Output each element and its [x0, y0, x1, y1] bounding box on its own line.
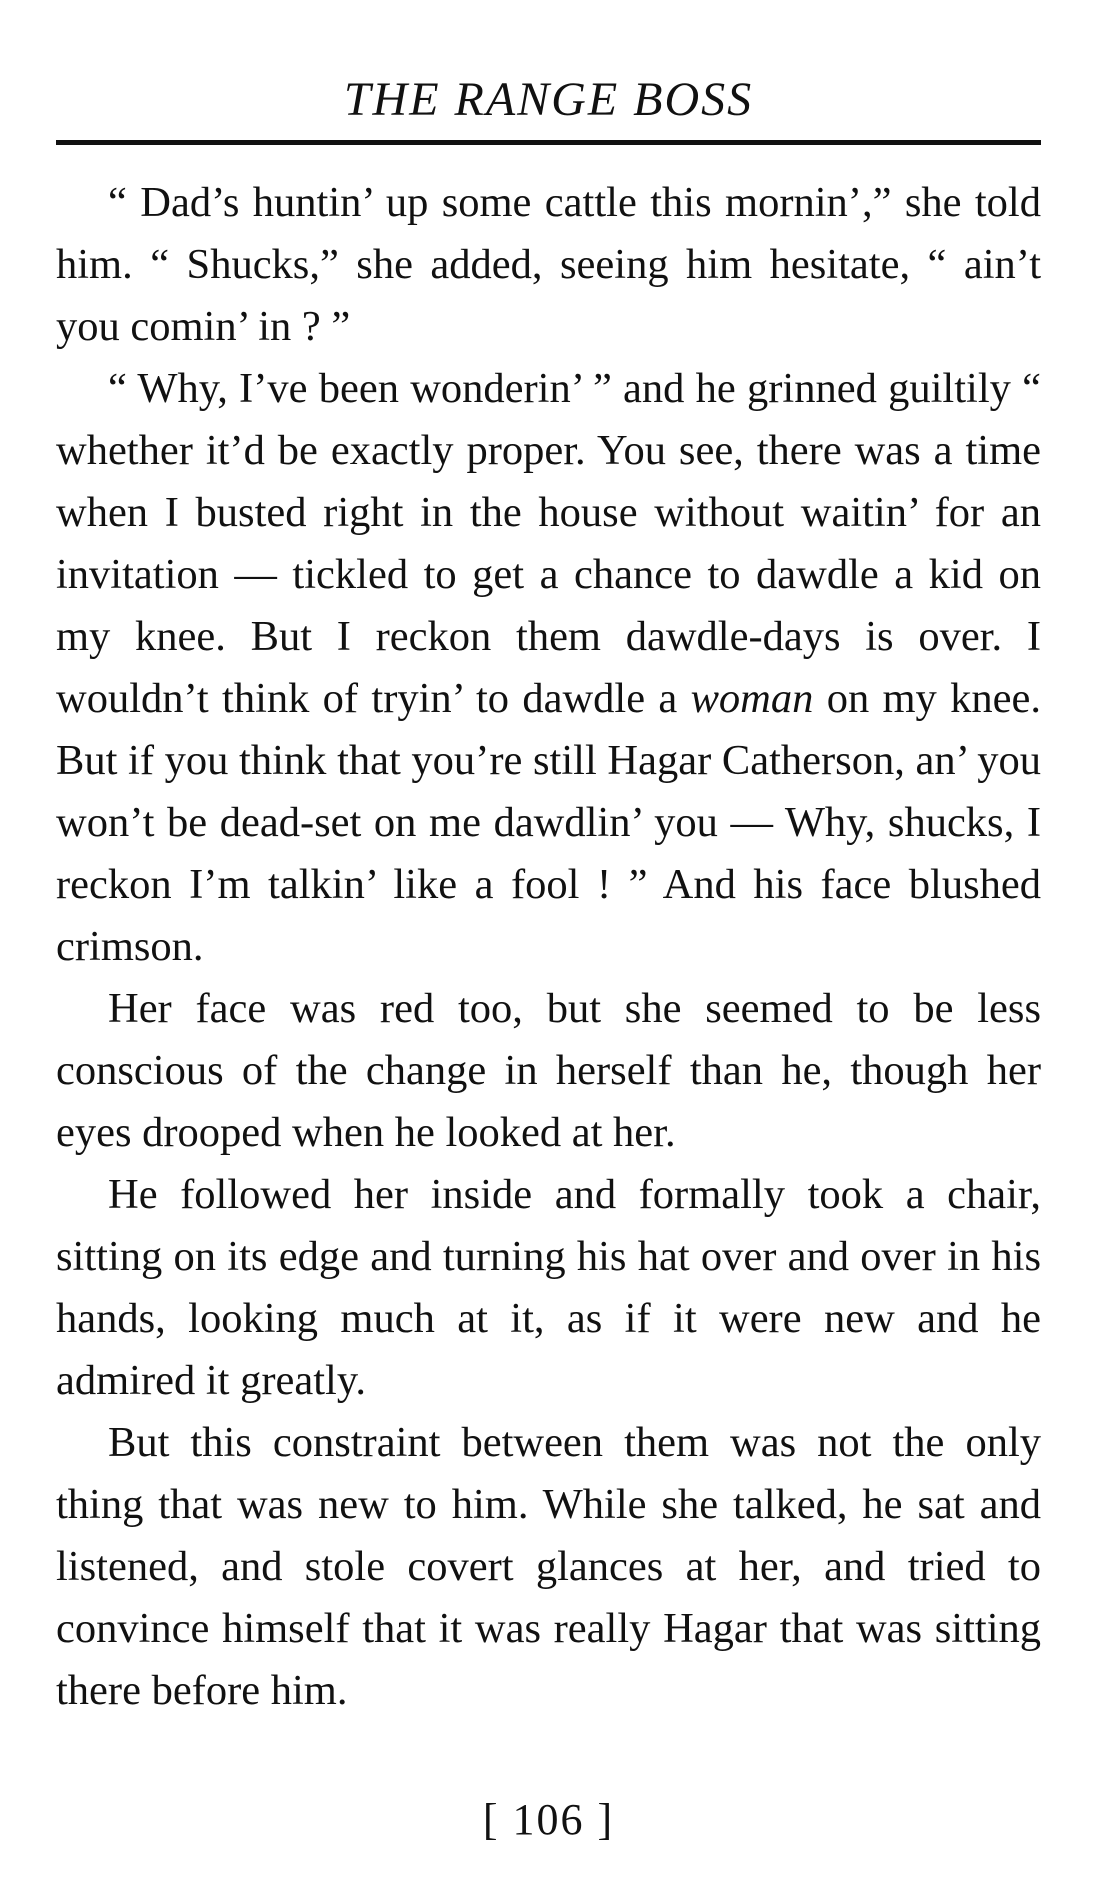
page-number: [ 106 ]	[482, 1795, 615, 1844]
paragraph-2-text-continued: on my knee. But if you think that you’re still Hagar Catherson, an’ you won’t be dead-set on me dawdlin’ you — Why, shucks, I reckon I’m talkin’ like a fool ! ” And his face blushed crimson.	[56, 675, 1041, 970]
paragraph-4	[56, 1164, 1041, 1412]
paragraph-2-text: “ Why, I’ve been wonderin’ ” and he grinned guiltily “ whether it’d be exactly proper. You see, there was a time when I busted right in the house without waitin’ for an invitation — tickled to get a chance to dawdle a kid on my knee. But I reckon them dawdle-days is over. I wouldn’t think of tryin’ to dawdle a	[56, 365, 1041, 722]
paragraph-3-text: Her face was red too, but she seemed to be less conscious of the change in herself than he, though her eyes drooped when he looked at her.	[56, 985, 1041, 1156]
book-page	[56, 0, 1041, 1891]
running-head: THE RANGE BOSS	[343, 73, 754, 126]
paragraph-1	[56, 172, 1041, 358]
paragraph-4-text: He followed her inside and formally took a chair, sitting on its edge and turning his hat over and over in his hands, looking much at it, as if it were new and he admired it greatly.	[56, 1171, 1041, 1404]
header-rule	[56, 140, 1041, 145]
body-text	[56, 172, 1041, 1722]
paragraph-5	[56, 1412, 1041, 1722]
paragraph-2	[56, 358, 1041, 978]
paragraph-5-text: But this constraint between them was not the only thing that was new to him. While she talked, he sat and listened, and stole covert glances at her, and tried to convince himself that it was really Hagar that was sitting there before him.	[56, 1419, 1041, 1714]
paragraph-1-text: “ Dad’s huntin’ up some cattle this mornin’,” she told him. “ Shucks,” she added, seeing him hesitate, “ ain’t you comin’ in ? ”	[56, 179, 1041, 350]
paragraph-3	[56, 978, 1041, 1164]
emphasized-word: woman	[690, 675, 814, 722]
